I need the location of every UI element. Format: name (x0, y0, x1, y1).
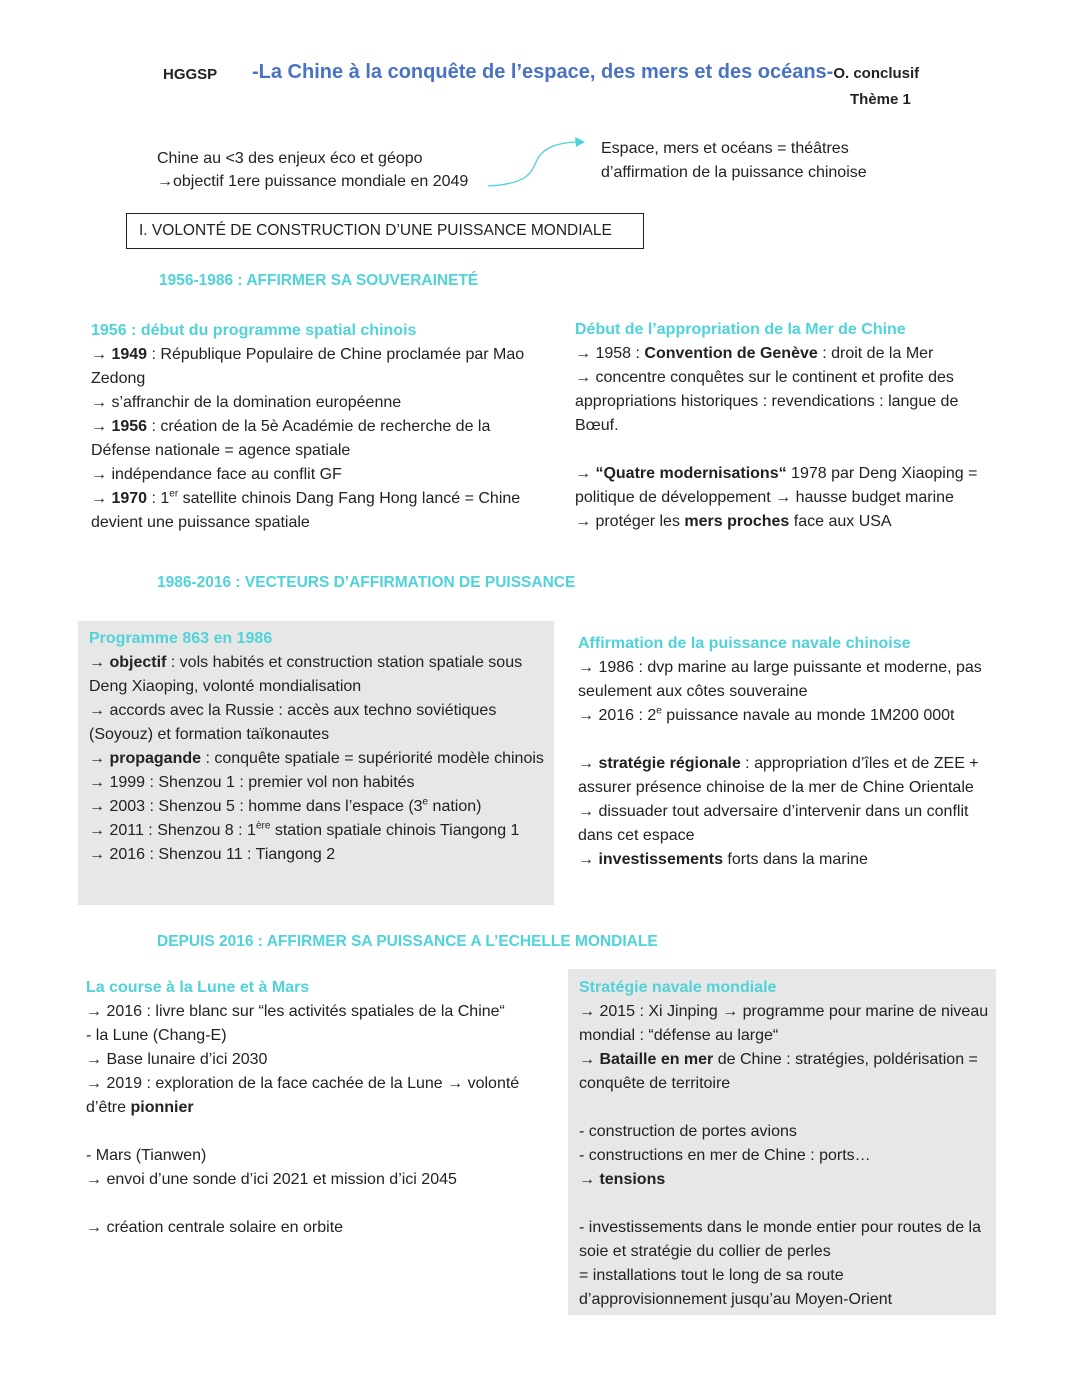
list-item: → objectif : vols habités et construction station spatiale sous Deng Xiaoping, volonté mondialisation (89, 654, 523, 695)
arrow-icon: → (89, 702, 105, 719)
period2-right-block (578, 632, 993, 872)
period-title-2: 1986-2016 : VECTEURS D’AFFIRMATION DE PUISSANCE (157, 574, 576, 591)
arrow-icon: → (91, 346, 107, 363)
arrow-icon: → (578, 659, 594, 676)
section-title: I. VOLONTÉ DE CONSTRUCTION D’UNE PUISSANCE MONDIALE (126, 213, 644, 249)
list-item: → 2016 : livre blanc sur “les activités spatiales de la Chine“ (86, 1003, 505, 1020)
list-item: → 1986 : dvp marine au large puissante et moderne, pas seulement aux côtes souveraine (578, 659, 982, 700)
list-item: → 1999 : Shenzou 1 : premier vol non habités (89, 774, 415, 791)
list-item: → 2011 : Shenzou 8 : 1ère station spatiale chinois Tiangong 1 (89, 820, 520, 839)
arrow-icon: → (575, 345, 591, 362)
arrow-icon: → (578, 707, 594, 724)
period1-right-block (575, 318, 995, 534)
list-item: → tensions (579, 1171, 666, 1188)
arrow-icon: → (447, 1075, 464, 1092)
list-item: → protéger les mers proches face aux USA (575, 513, 892, 530)
arrow-icon: → (575, 513, 591, 530)
block-heading: La course à la Lune et à Mars (86, 979, 310, 996)
arrow-icon: → (89, 822, 105, 839)
list-item: → dissuader tout adversaire d’intervenir dans un conflit dans cet espace (578, 803, 969, 844)
arrow-icon: → (89, 654, 105, 671)
list-item: - Mars (Tianwen) (86, 1147, 207, 1164)
arrow-icon: → (86, 1219, 102, 1236)
arrow-icon: → (86, 1171, 102, 1188)
block-heading: Début de l’appropriation de la Mer de Chine (575, 321, 906, 338)
block-heading: Programme 863 en 1986 (89, 630, 273, 647)
list-item: → création centrale solaire en orbite (86, 1219, 344, 1236)
page-title-text: -La Chine à la conquête de l’espace, des mers et des océans- (252, 61, 834, 83)
theme-label: Thème 1 (850, 91, 911, 108)
period-title-1: 1956-1986 : AFFIRMER SA SOUVERAINETÉ (159, 272, 479, 289)
arrow-icon: → (86, 1003, 102, 1020)
arrow-icon: → (91, 418, 107, 435)
list-item: → 2016 : Shenzou 11 : Tiangong 2 (89, 846, 336, 863)
list-item: → 1970 : 1er satellite chinois Dang Fang Hong lancé = Chine devient une puissance spatiale (91, 488, 521, 531)
arrow-icon: → (575, 465, 591, 482)
arrow-icon: → (89, 774, 105, 791)
list-item: - la Lune (Chang-E) (86, 1027, 227, 1044)
arrow-icon: → (91, 466, 107, 483)
list-item: → Bataille en mer de Chine : stratégies, poldérisation = conquête de territoire (579, 1051, 978, 1092)
period3-right-block (579, 976, 991, 1312)
list-item: → 1956 : création de la 5è Académie de recherche de la Défense nationale = agence spatiale (91, 418, 491, 459)
arrow-icon: → (86, 1075, 102, 1092)
intro-left (157, 147, 468, 193)
period1-left-block (91, 319, 546, 535)
list-item: → 2016 : 2e puissance navale au monde 1M200 000t (578, 705, 955, 724)
arrow-icon: → (722, 1003, 739, 1020)
arrow-icon: → (89, 798, 105, 815)
list-item: → 2019 : exploration de la face cachée de la Lune → volonté d’être pionnier (86, 1075, 520, 1116)
arrow-icon: → (91, 394, 107, 411)
list-item: → 1958 : Convention de Genève : droit de la Mer (575, 345, 934, 362)
arrow-icon: → (579, 1171, 595, 1188)
list-item: - constructions en mer de Chine : ports… (579, 1147, 871, 1164)
subject-label: HGGSP (163, 66, 218, 83)
list-item: - construction de portes avions (579, 1123, 797, 1140)
list-item: - investissements dans le monde entier pour routes de la soie et stratégie du collier de perles (579, 1219, 981, 1260)
arrow-icon: → (579, 1051, 595, 1068)
arrow-icon: → (775, 489, 792, 506)
arrow-icon: → (86, 1051, 102, 1068)
list-item: → 2003 : Shenzou 5 : homme dans l’espace (3e nation) (89, 796, 482, 815)
period-title-3: DEPUIS 2016 : AFFIRMER SA PUISSANCE A L’ECHELLE MONDIALE (157, 933, 658, 950)
list-item: = installations tout le long de sa route d’approvisionnement jusqu’au Moyen-Orient (579, 1267, 893, 1308)
arrow-icon: → (89, 846, 105, 863)
list-item: → Base lunaire d’ici 2030 (86, 1051, 268, 1068)
arrow-icon: → (157, 173, 173, 190)
arrow-icon: → (91, 490, 107, 507)
list-item: → “Quatre modernisations“ 1978 par Deng Xiaoping = politique de développement → hausse budget marine (575, 465, 978, 506)
period3-left-block (86, 976, 546, 1240)
list-item: → investissements forts dans la marine (578, 851, 868, 868)
list-item: → s’affranchir de la domination européenne (91, 394, 402, 411)
arrow-icon: → (578, 803, 594, 820)
intro-left-line1: Chine au <3 des enjeux éco et géopo (157, 150, 423, 167)
list-item: → 2015 : Xi Jinping → programme pour marine de niveau mondial : “défense au large“ (579, 1003, 989, 1044)
period2-left-block (89, 627, 549, 867)
arrow-icon: → (578, 755, 594, 772)
curved-arrow-icon (486, 134, 590, 190)
list-item: → stratégie régionale : appropriation d’îles et de ZEE + assurer présence chinoise de la mer de Chine Orientale (578, 755, 979, 796)
arrow-icon: → (575, 369, 591, 386)
list-item: → accords avec la Russie : accès aux techno soviétiques (Soyouz) et formation taïkonautes (89, 702, 497, 743)
list-item: → concentre conquêtes sur le continent et profite des appropriations historiques : revendications : langue de Bœuf. (575, 369, 959, 434)
block-heading: Affirmation de la puissance navale chinoise (578, 635, 911, 652)
block-heading: Stratégie navale mondiale (579, 979, 777, 996)
block-heading: 1956 : début du programme spatial chinois (91, 322, 417, 339)
list-item: → 1949 : République Populaire de Chine proclamée par Mao Zedong (91, 346, 525, 387)
arrow-icon: → (578, 851, 594, 868)
arrow-icon: → (89, 750, 105, 767)
page-title-suffix: O. conclusif (833, 65, 920, 82)
list-item: → propagande : conquête spatiale = supériorité modèle chinois (89, 750, 544, 767)
list-item: → envoi d’une sonde d’ici 2021 et mission d’ici 2045 (86, 1171, 457, 1188)
arrow-icon: → (579, 1003, 595, 1020)
intro-left-line2: →objectif 1ere puissance mondiale en 2049 (157, 173, 469, 190)
list-item: → indépendance face au conflit GF (91, 466, 342, 483)
intro-right: Espace, mers et océans = théâtres d’affirmation de la puissance chinoise (601, 140, 867, 181)
page-title (252, 61, 919, 84)
